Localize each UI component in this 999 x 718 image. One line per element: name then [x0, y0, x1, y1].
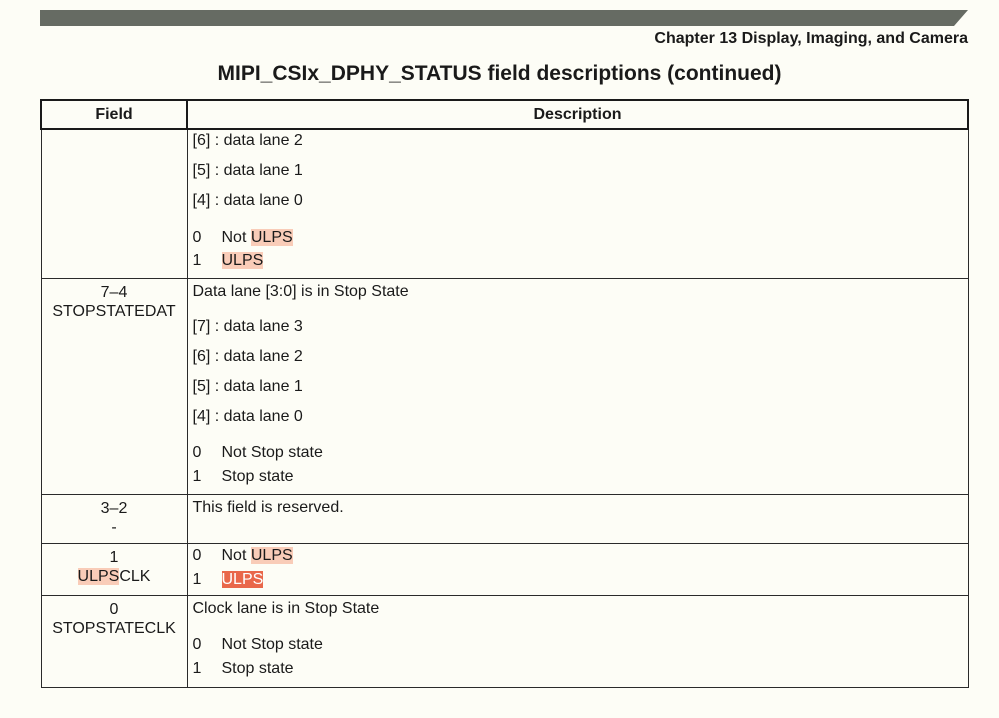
table-row	[41, 595, 968, 687]
value-text: Not	[221, 229, 247, 246]
description-cell	[187, 595, 968, 687]
field-cell	[41, 543, 187, 595]
value-number: 0	[192, 443, 202, 461]
header-bar	[40, 10, 968, 26]
table-row	[41, 543, 968, 595]
column-header-description: Description	[187, 100, 968, 129]
search-highlight[interactable]: ULPS	[250, 546, 293, 564]
value-text: Stop state	[221, 467, 294, 485]
table-row	[41, 494, 968, 543]
value-row	[193, 465, 968, 489]
value-text: Not Stop state	[221, 443, 323, 461]
search-highlight[interactable]: ULPS	[221, 252, 264, 269]
field-name: -	[111, 518, 117, 536]
value-number: 1	[192, 252, 202, 269]
value-number: 0	[192, 635, 202, 653]
bit-description: [5] : data lane 1	[192, 377, 303, 395]
value-text: Stop state	[221, 659, 294, 677]
value-row	[193, 657, 968, 681]
field-bits: 3–2	[100, 499, 128, 517]
table-header-row	[41, 100, 968, 129]
description-cell	[187, 543, 968, 595]
value-number: 1	[192, 467, 202, 485]
bit-description: [4] : data lane 0	[192, 192, 303, 209]
value-row	[193, 633, 968, 657]
value-row	[193, 226, 968, 250]
field-name	[42, 567, 187, 586]
bit-description: [5] : data lane 1	[192, 162, 303, 179]
search-highlight[interactable]: ULPS	[250, 229, 293, 246]
field-cell	[41, 278, 187, 494]
value-number: 0	[192, 229, 202, 246]
bit-description: [6] : data lane 2	[192, 132, 303, 149]
value-number: 1	[192, 570, 202, 588]
description-cell	[187, 494, 968, 543]
search-highlight[interactable]: ULPS	[77, 567, 120, 585]
value-row	[193, 544, 968, 568]
value-row	[193, 249, 968, 273]
field-cell	[41, 129, 187, 278]
value-text: Not	[221, 546, 247, 564]
field-bits: 1	[109, 548, 119, 566]
table-row	[41, 129, 968, 278]
field-intro: This field is reserved.	[192, 498, 344, 516]
field-name: STOPSTATECLK	[52, 619, 176, 637]
field-name: STOPSTATEDAT	[52, 302, 176, 320]
description-cell	[187, 129, 968, 278]
column-header-field: Field	[41, 100, 187, 129]
chapter-title: Chapter 13 Display, Imaging, and Camera	[654, 30, 968, 47]
table-row	[41, 278, 968, 494]
value-text: Not Stop state	[221, 635, 323, 653]
field-bits: 7–4	[100, 283, 128, 301]
value-number: 1	[192, 659, 202, 677]
field-intro: Data lane [3:0] is in Stop State	[192, 282, 409, 300]
table-title: MIPI_CSIx_DPHY_STATUS field descriptions (continued)	[217, 62, 782, 85]
field-intro: Clock lane is in Stop State	[192, 599, 380, 617]
active-search-highlight[interactable]: ULPS	[221, 570, 264, 588]
field-bits: 0	[109, 600, 119, 618]
bit-description: [6] : data lane 2	[192, 347, 303, 365]
field-cell	[41, 595, 187, 687]
field-descriptions-table	[40, 99, 969, 688]
field-name-suffix: CLK	[119, 567, 151, 585]
field-cell	[41, 494, 187, 543]
bit-description: [7] : data lane 3	[192, 317, 303, 335]
value-row	[193, 441, 968, 465]
description-cell	[187, 278, 968, 494]
bit-description: [4] : data lane 0	[192, 407, 303, 425]
value-row	[193, 568, 968, 592]
value-number: 0	[192, 546, 202, 564]
